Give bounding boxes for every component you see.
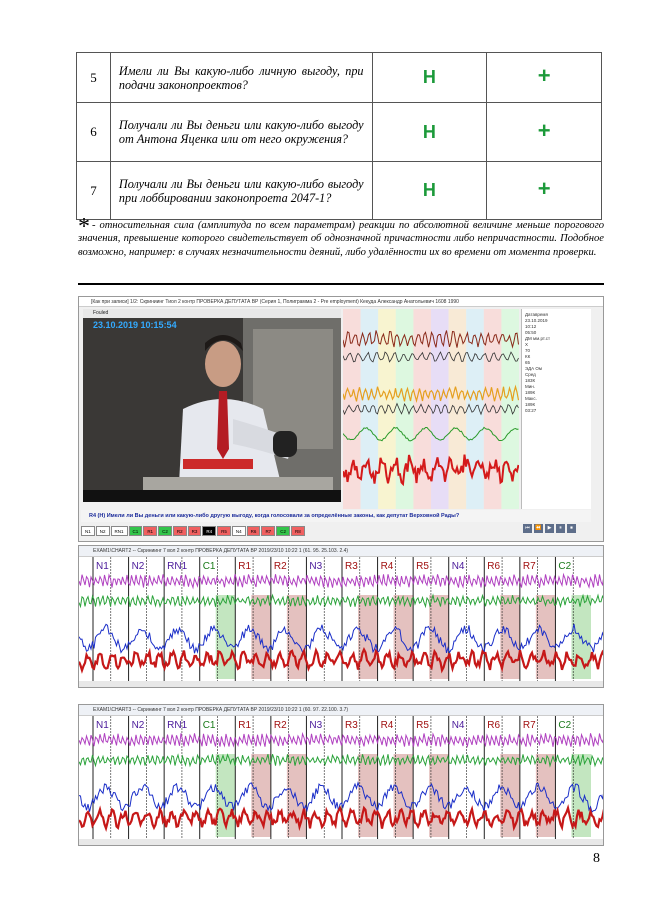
player-button[interactable]: ⏸ [556,524,565,533]
polygraph-traces [343,309,519,509]
question-label: R1 [238,561,252,572]
question-button-n4[interactable]: N4 [232,526,246,536]
question-label: C2 [558,561,572,572]
zone-box [429,754,449,837]
answer-mark: Н [422,180,436,200]
question-label: R6 [487,720,501,731]
scrollbar [79,839,604,846]
question-label: R6 [487,561,501,572]
side-panel-item: 183К [525,378,536,383]
question-button-r2[interactable]: R2 [173,526,187,536]
question-buttons [81,526,305,536]
side-panel-item: 189К [525,390,536,395]
question-number: 5 [77,53,111,103]
questions-table [76,52,602,220]
question-button-r4[interactable]: R4 [202,526,216,536]
question-label: R1 [238,720,252,731]
question-button-r8[interactable]: R8 [291,526,305,536]
question-button-r5[interactable]: R5 [217,526,231,536]
side-panel-item: ДМ мм.рт.ст [525,336,551,341]
question-label: R3 [345,720,358,731]
side-panel-item: 23.10.2019 [525,318,548,323]
question-label: R2 [273,561,287,572]
side-panel [521,309,591,509]
question-label: N1 [96,561,109,572]
question-label: C1 [202,561,216,572]
question-button-r1[interactable]: R1 [143,526,157,536]
table-row [77,162,602,220]
question-label: RN1 [167,720,188,731]
page-number: 8 [593,851,600,866]
video-timestamp: 23.10.2019 10:15:54 [93,320,177,330]
question-label: R2 [273,720,287,731]
side-panel-item: КК [525,354,531,359]
question-label: R4 [380,720,394,731]
side-panel-item: 03:27 [525,408,537,413]
side-panel-item: Макс. [525,396,537,401]
chart-window-2 [78,704,604,846]
zone-box [251,595,271,679]
question-text: Получали ли Вы деньги или какую-либо выгоду от Антона Яценка или от него окружения? [110,103,372,162]
question-label: R7 [522,720,536,731]
table-row [77,53,602,103]
chart-plot [79,716,604,846]
plus-mark: + [537,117,551,143]
footnote-text: - относительная сила (амплитуда по всем параметрам) реакции по абсолютной величине меньше порогового значения, превышение которого свидетельствует об однозначной причастности либо непричастности. Подобное возможно, например: в случаях незначительности деяний, либо удалённости их во времени от момента проверки. [78,220,604,258]
question-number: 7 [77,162,111,220]
question-label: N4 [451,561,465,572]
question-number: 6 [77,103,111,162]
chart-title: EXAM1\CHART2 -- Скриниинг 7 вол 2 контр ПРОВЕРКА ДЕПУТАТА ВР 2019/23/10 10:22 1 (61. 95. 25.103. 2.4) [79,546,603,557]
player-button[interactable]: ⏪ [535,525,542,531]
question-label: N4 [451,720,465,731]
zone-box [287,754,307,837]
player-button[interactable]: ⏹ [567,524,576,533]
table-row [77,103,602,162]
question-text: Получали ли Вы деньги или какую-либо выгоду при лоббировании законопроета 2047-1? [110,162,372,220]
question-label: R5 [416,720,429,731]
player-button[interactable]: ▶ [545,524,554,533]
question-label: N2 [131,720,145,731]
chart-window-1 [78,545,604,688]
scrollbar [79,681,604,688]
question-label: R7 [522,561,536,572]
question-button-rn1[interactable]: RN1 [111,526,128,536]
question-label: R5 [416,561,429,572]
side-panel-item: 05:50 [525,330,537,335]
question-button-c1[interactable]: C1 [129,526,143,536]
side-panel-item: Х [525,342,529,347]
question-button-r7[interactable]: R7 [261,526,275,536]
question-label: C2 [558,720,572,731]
side-panel-item: ЭДА Ом [525,366,542,371]
side-panel-item: 189К [525,402,536,407]
answer-mark: Н [422,121,436,142]
question-button-c2[interactable]: C2 [158,526,172,536]
plus-mark: + [537,63,551,88]
trace-band [343,309,361,509]
chart-title: EXAM1\CHART3 -- Скриниинг 7 вол 2 контр ПРОВЕРКА ДЕПУТАТА ВР 2019/23/10 10:22 1 (60. 97. 22.100. 3.7) [79,705,603,716]
question-label: N2 [131,561,145,572]
player-controls [523,524,576,533]
question-button-n2[interactable]: N2 [96,526,110,536]
side-panel-item: 10:12 [525,324,537,329]
question-label: R4 [380,561,394,572]
side-panel-item: Мин. [525,384,535,389]
window-title: [Как при записи] 1/2: Скриниинг Тиол 2 контр ПРОВЕРКА ДЕПУТАТА ВР (Серия 1, Полиграмма 2 - Pre employment) Кекуда Александр Анатольевич 1608 1990 [79,297,603,307]
question-label: N1 [96,720,109,731]
question-label: N3 [309,561,323,572]
question-label: R3 [345,561,358,572]
chart-plot [79,557,604,688]
video-frame [83,309,341,502]
video-panel [83,309,341,502]
zone-box [251,754,271,837]
question-label: RN1 [167,561,188,572]
question-button-r6[interactable]: R6 [247,526,261,536]
footnote [78,214,604,259]
footnote-star: * [78,214,90,240]
side-panel-item: Сред [525,372,536,377]
plus-mark: + [537,176,551,201]
zone-box [394,754,414,837]
answer-mark: Н [422,67,436,87]
question-text: Имели ли Вы какую-либо личную выгоду, при подачи законопроектов? [110,53,372,103]
zone-box [216,595,236,679]
divider [78,283,604,285]
question-line: R4 (Н) Имели ли Вы деньги или какую-либо другую выгоду, когда голосовали за определённые законы, как депутат Верховной Рады? [81,510,591,522]
side-panel-item: 65 [525,360,531,365]
side-panel-item: 70 [525,348,531,353]
zone-box [536,595,556,679]
video-title: Fouled [83,309,341,318]
question-button-c2[interactable]: C2 [276,526,290,536]
question-button-n1[interactable]: N1 [81,526,95,536]
question-label: N3 [309,720,323,731]
side-panel-item: Датавремя [525,312,548,317]
question-button-r3[interactable]: R3 [188,526,202,536]
player-button[interactable]: ⏮ [523,524,532,533]
zone-box [394,595,414,679]
polygraph-screenshot [78,296,604,542]
question-label: C1 [202,720,216,731]
